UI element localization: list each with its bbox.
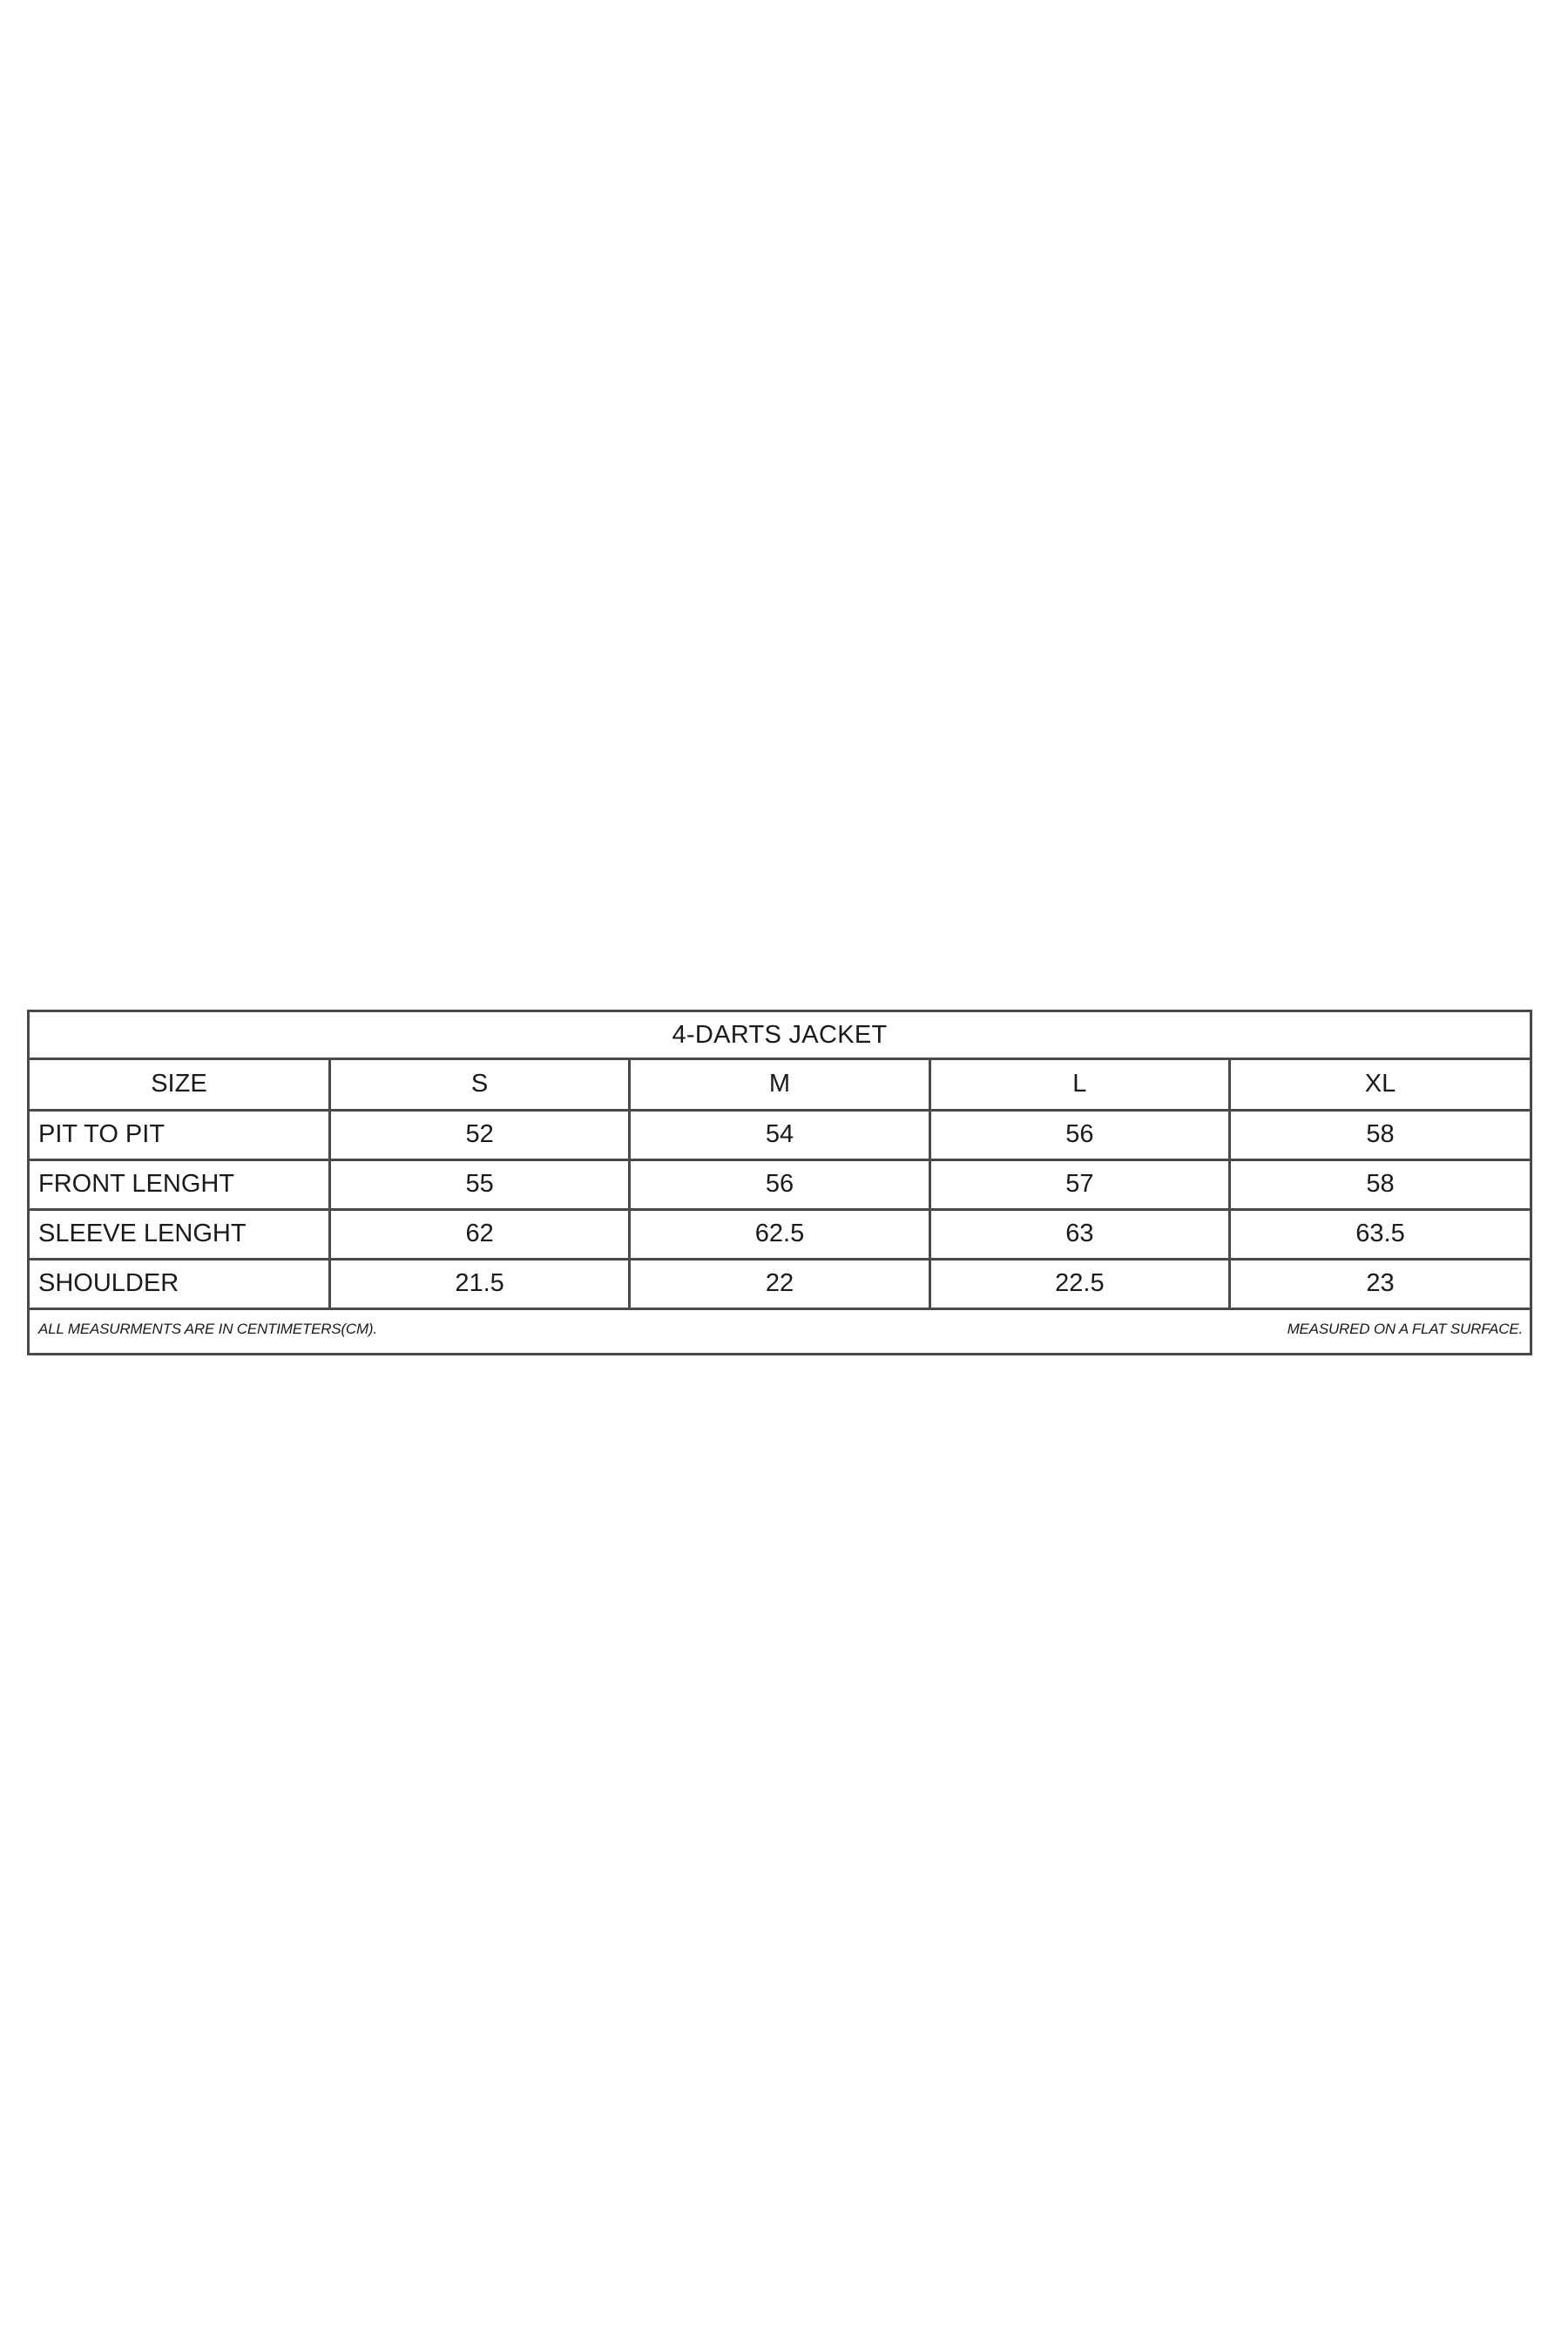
table-row [30,1159,1530,1209]
table-row [30,1110,1530,1159]
table-cell: 54 [630,1110,929,1159]
row-label: SLEEVE LENGHT [30,1209,329,1259]
table-cell: 62 [329,1209,629,1259]
table-cell: 58 [1230,1110,1530,1159]
footer-note-units: ALL MEASURMENTS ARE IN CENTIMETERS(CM). [38,1321,377,1337]
row-label: FRONT LENGHT [30,1159,329,1209]
header-cell-size: SIZE [30,1060,329,1110]
table-cell: 22 [630,1259,929,1308]
table-row [30,1209,1530,1259]
table-cell: 52 [329,1110,629,1159]
table-cell: 23 [1230,1259,1530,1308]
header-cell-s: S [329,1060,629,1110]
header-cell-l: L [929,1060,1229,1110]
chart-footer [30,1306,1530,1353]
table-cell: 56 [929,1110,1229,1159]
table-cell: 55 [329,1159,629,1209]
table-cell: 56 [630,1159,929,1209]
header-cell-m: M [630,1060,929,1110]
size-chart [27,1010,1532,1355]
table-cell: 21.5 [329,1259,629,1308]
footer-note-surface: MEASURED ON A FLAT SURFACE. [1287,1321,1523,1337]
size-table [30,1060,1530,1310]
row-label: SHOULDER [30,1259,329,1308]
table-cell: 57 [929,1159,1229,1209]
table-cell: 63 [929,1209,1229,1259]
header-cell-xl: XL [1230,1060,1530,1110]
table-cell: 62.5 [630,1209,929,1259]
table-row [30,1259,1530,1308]
row-label: PIT TO PIT [30,1110,329,1159]
chart-title: 4-DARTS JACKET [30,1012,1530,1060]
table-cell: 58 [1230,1159,1530,1209]
table-cell: 22.5 [929,1259,1229,1308]
table-header-row [30,1060,1530,1110]
table-cell: 63.5 [1230,1209,1530,1259]
